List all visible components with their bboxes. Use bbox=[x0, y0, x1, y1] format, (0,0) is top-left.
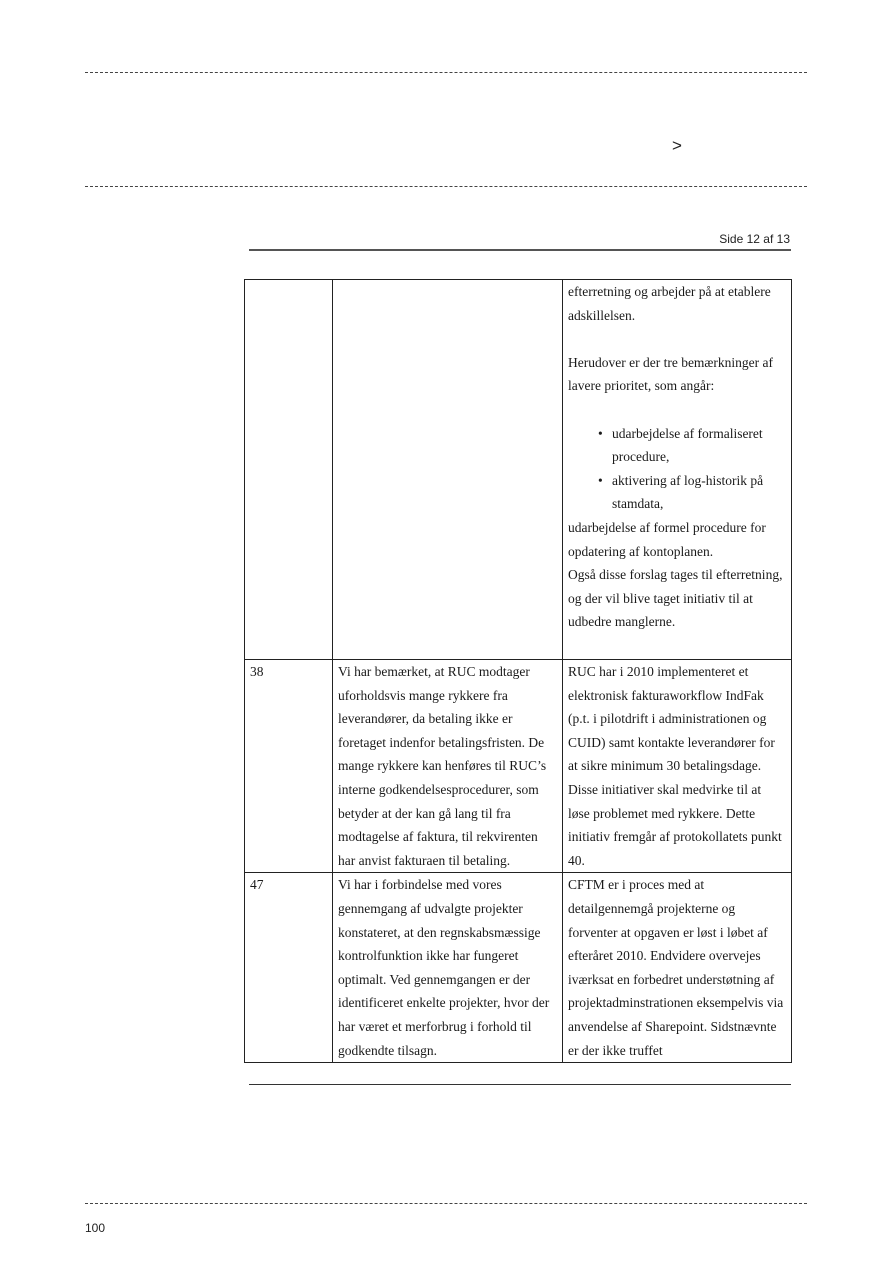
footer-rule bbox=[249, 1084, 791, 1085]
list-item: • aktivering af log-historik på stamdata, bbox=[598, 469, 786, 516]
header-rule bbox=[249, 249, 791, 251]
finding-cell: Vi har i forbindelse med vores gennemgang af udvalgte projekter konstateret, at den regnskabsmæssige kontrolfunktion ikke har fungeret optimalt. Ved gennemgangen er der identificeret enkelte projekter, hvor der har været et merforbrug i forhold til godkendte tilsagn. bbox=[333, 873, 563, 1063]
findings-table bbox=[244, 279, 792, 1063]
number-cell bbox=[245, 280, 333, 660]
response-cell: RUC har i 2010 implementeret et elektronisk fakturaworkflow IndFak (p.t. i pilotdrift i administrationen og CUID) samt kontakte leverandører for at sikre minimum 30 betalingsdage. Disse initiativer skal medvirke til at løse problemet med rykkere. Dette initiativ fremgår af protokollatets punkt 40. bbox=[563, 660, 792, 873]
paragraph: udarbejdelse af formel procedure for opdatering af kontoplanen. bbox=[568, 519, 766, 559]
bullet-list bbox=[568, 422, 786, 516]
arrow-marker: > bbox=[672, 136, 682, 155]
item-number: 38 bbox=[245, 660, 333, 873]
list-item: • udarbejdelse af formaliseret procedure, bbox=[598, 422, 786, 469]
finding-cell bbox=[333, 280, 563, 660]
table-row bbox=[245, 873, 792, 1063]
paragraph: efterretning og arbejder på at etablere adskillelsen. bbox=[568, 284, 771, 323]
paragraph: Også disse forslag tages til efterretning, og der vil blive taget initiativ til at udbedre manglerne. bbox=[568, 567, 783, 630]
header-dashed-rule bbox=[85, 186, 807, 187]
response-cell bbox=[563, 280, 792, 660]
table-row bbox=[245, 280, 792, 660]
response-cell: CFTM er i proces med at detailgennemgå projekterne og forventer at opgaven er løst i løbet af efteråret 2010. Endvidere overvejes iværksat en forbedret understøtning af projektadminstrationen eksempelvis via anvendelse af Sharepoint. Sidstnævnte er der ikke truffet bbox=[563, 873, 792, 1063]
footer-dashed-rule bbox=[85, 1203, 807, 1204]
page-indicator: Side 12 af 13 bbox=[719, 232, 790, 246]
page-number: 100 bbox=[85, 1221, 106, 1235]
finding-cell: Vi har bemærket, at RUC modtager uforholdsvis mange rykkere fra leverandører, da betaling ikke er foretaget indenfor betalingsfristen. De mange rykkere kan henføres til RUC’s interne godkendelsesprocedurer, som betyder at der kan gå lang til fra modtagelse af faktura, til rekvirenten har anvist fakturaen til betaling. bbox=[333, 660, 563, 873]
paragraph: Herudover er der tre bemærkninger af lavere prioritet, som angår: bbox=[568, 354, 774, 394]
top-dashed-rule bbox=[85, 72, 807, 73]
item-number: 47 bbox=[245, 873, 333, 1063]
table-row bbox=[245, 660, 792, 873]
